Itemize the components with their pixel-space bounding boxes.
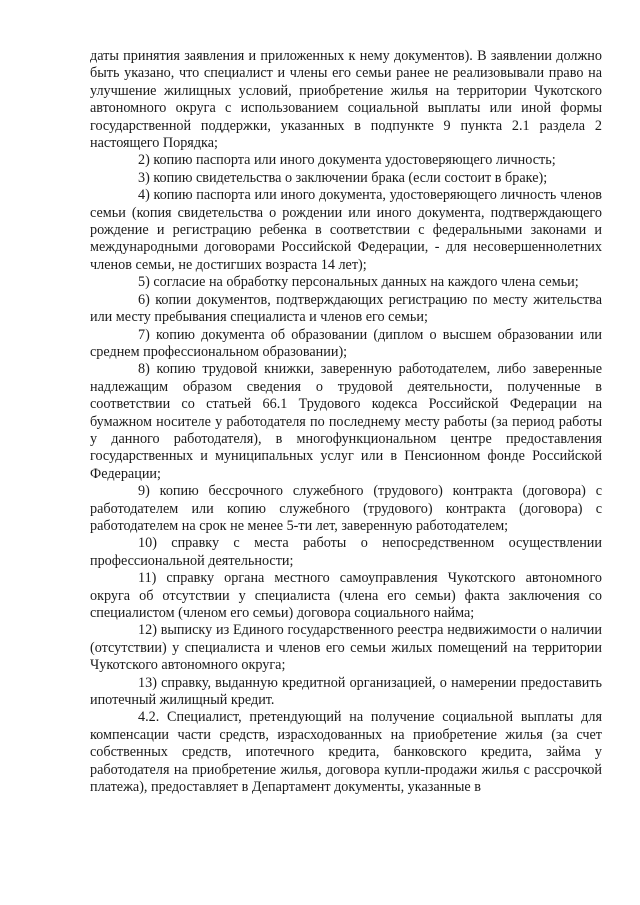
- document-page: [90, 48, 602, 796]
- list-item-7: 7) копию документа об образовании (диплом о высшем образовании или среднем профессиональном образовании);: [90, 326, 602, 360]
- list-item-10: 10) справку с места работы о непосредственном осуществлении профессиональной деятельности;: [90, 535, 602, 569]
- list-item-9: 9) копию бессрочного служебного (трудового) контракта (договора) с работодателем или копию служебного (трудового) контракта (договора) с работодателем на срок не менее 5-ти лет, заверенную работодателем;: [90, 483, 602, 534]
- list-item-5: 5) согласие на обработку персональных данных на каждого члена семьи;: [138, 274, 579, 291]
- list-item-4: 4) копию паспорта или иного документа, удостоверяющего личность членов семьи (копия свидетельства о рождении или иного документа, подтверждающего рождение и регистрацию ребенка в соответствии с федеральными законами и международными договорами Российской Федерации, - для несовершеннолетних членов семьи, не достигших возраста 14 лет);: [90, 187, 602, 273]
- list-item-6: 6) копии документов, подтверждающих регистрацию по месту жительства или месту пребывания специалиста и членов его семьи;: [90, 291, 602, 326]
- list-item-2: 2) копию паспорта или иного документа удостоверяющего личность;: [138, 152, 556, 169]
- paragraph-1: даты принятия заявления и приложенных к нему документов). В заявлении должно быть указано, что специалист и члены его семьи ранее не реализовывали право на улучшение жилищных условий, приобретение жилья на территории Чукотского автономного округа с использованием социальной выплаты или иной формы государственной поддержки, указанных в подпункте 9 пункта 2.1 раздела 2 настоящего Порядка;: [90, 48, 602, 152]
- list-item-12: 12) выписку из Единого государственного реестра недвижимости о наличии (отсутствии) у специалиста и членов его семьи жилых помещений на территории Чукотского автономного округа;: [90, 622, 602, 674]
- list-item-13: 13) справку, выданную кредитной организацией, о намерении предоставить ипотечный жилищный кредит.: [90, 674, 602, 709]
- section-4-2-paragraph: 4.2. Специалист, претендующий на получение социальной выплаты для компенсации части средств, израсходованных на приобретение жилья (за счет собственных средств, ипотечного кредита, банковского кредита, займа у работодателя на приобретение жилья, договора купли-продажи жилья с рассрочкой платежа), предоставляет в Департамент документы, указанные в: [90, 709, 602, 796]
- list-item-8: 8) копию трудовой книжки, заверенную работодателем, либо заверенные надлежащим образом сведения о трудовой деятельности, полученные в соответствии со статьей 66.1 Трудового кодекса Российской Федерации на бумажном носителе у работодателя по последнему месту работы (за период работы у данного работодателя), в многофункциональном центре предоставления государственных и муниципальных услуг или в Пенсионном фонде Российской Федерации;: [90, 361, 602, 482]
- list-item-11: 11) справку органа местного самоуправления Чукотского автономного округа об отсутствии у специалиста (члена его семьи) факта заключения со специалистом (членом его семьи) договора социального найма;: [90, 570, 602, 621]
- list-item-3: 3) копию свидетельства о заключении брака (если состоит в браке);: [138, 169, 548, 186]
